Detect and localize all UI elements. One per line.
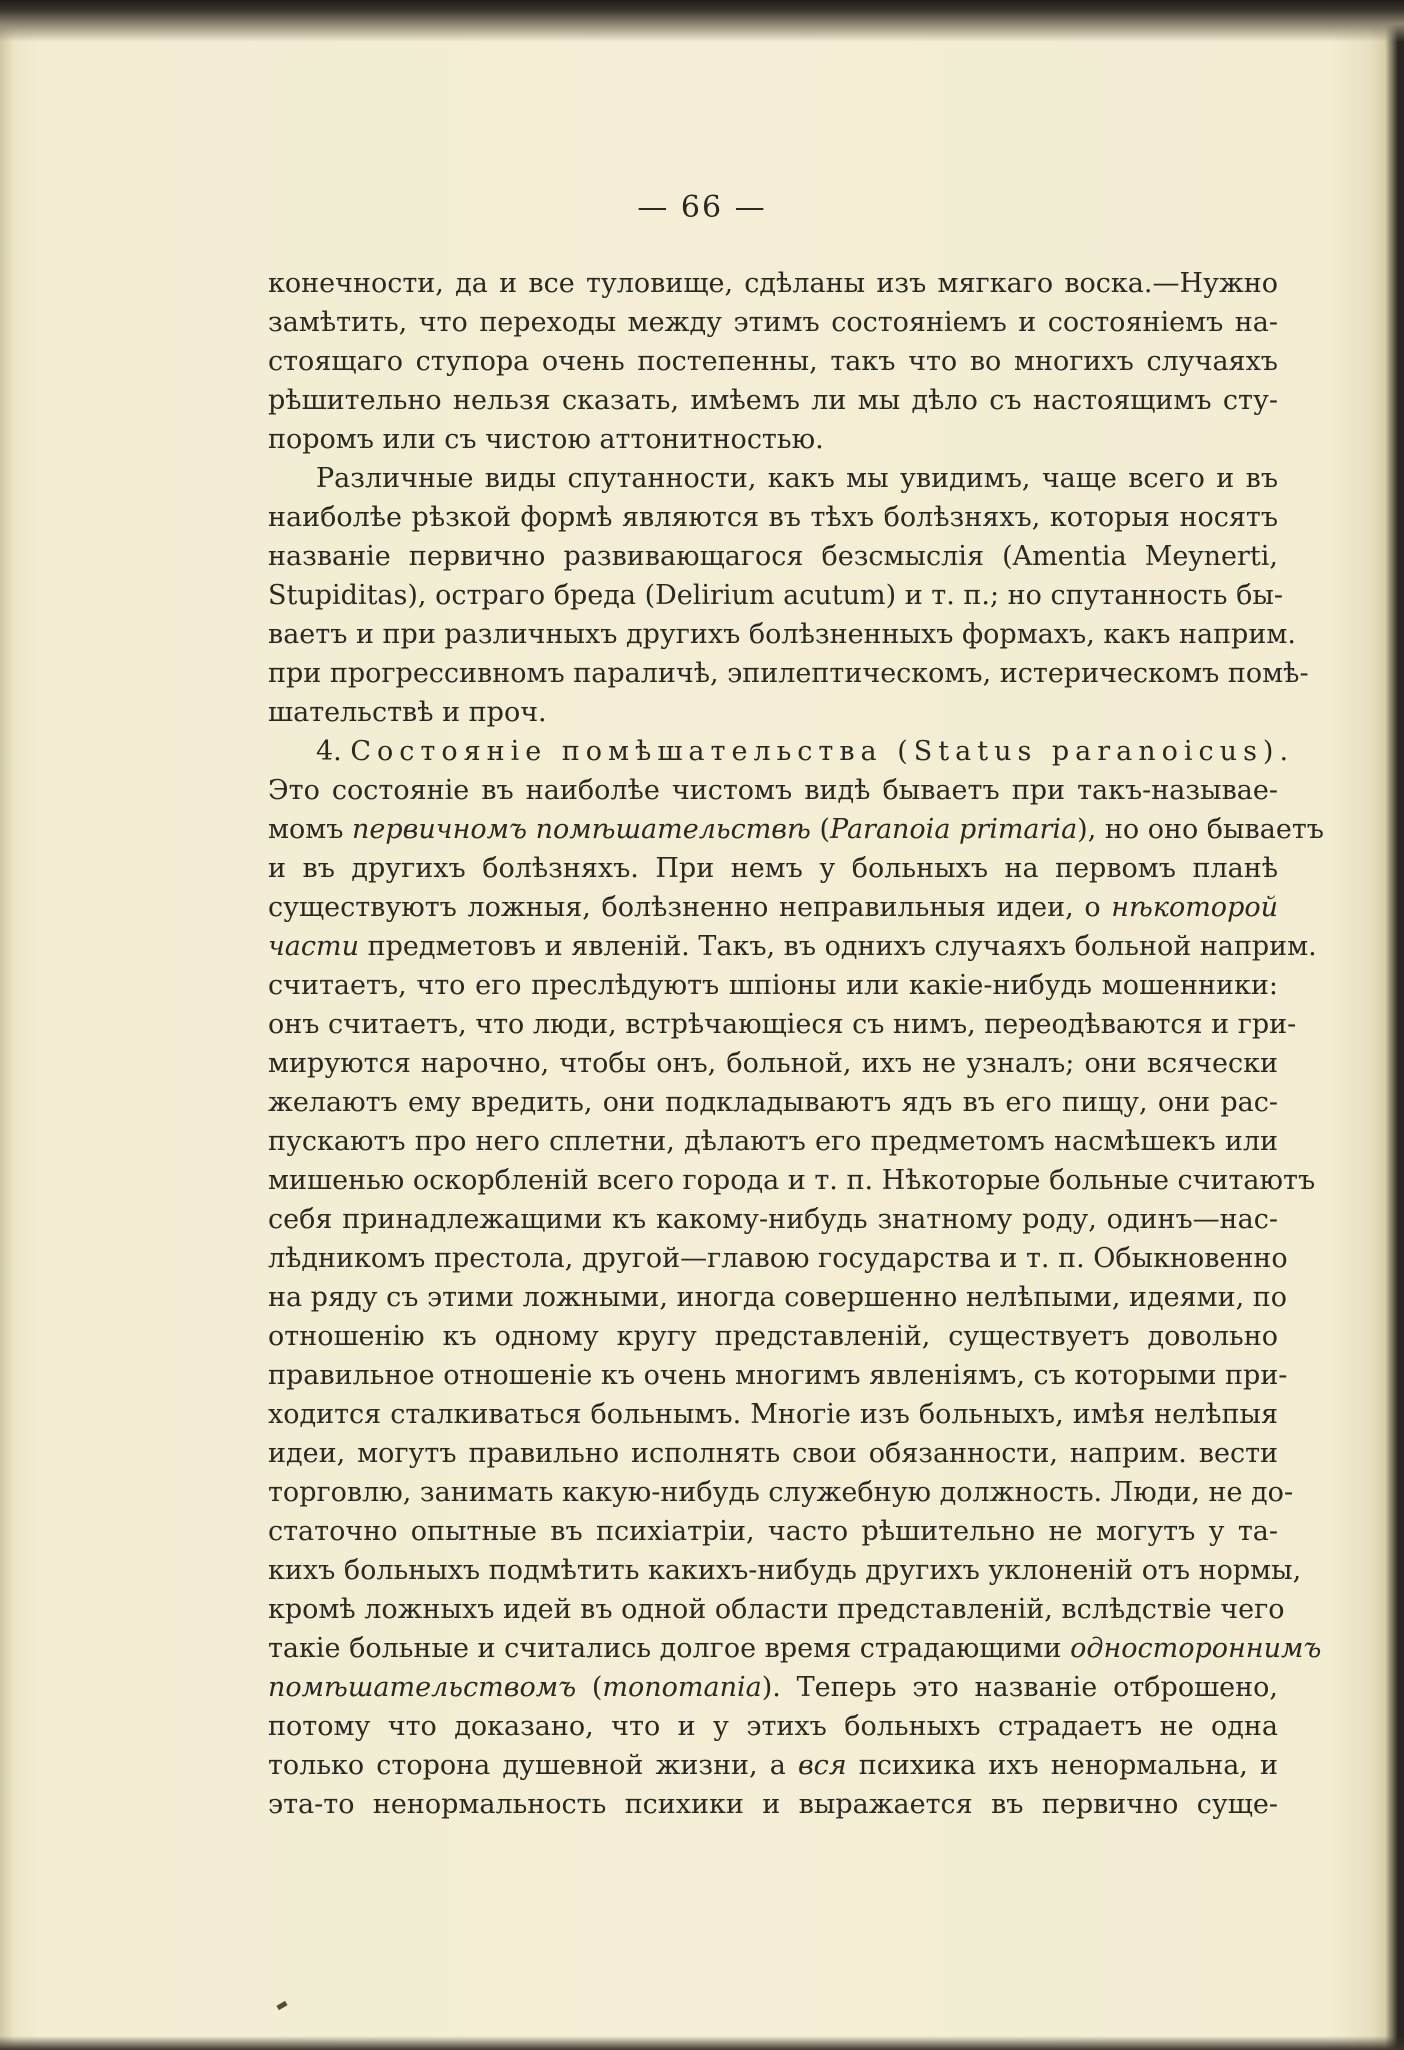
text-line <box>268 1005 1297 1044</box>
italic-term-latin: monomania <box>602 1672 762 1703</box>
spaced-heading: Состояніе помѣшательства <box>350 736 883 767</box>
text-run: момъ <box>268 814 353 845</box>
italic-term: нѣкоторой <box>1111 892 1278 923</box>
text-run: при прогрессивномъ параличѣ, эпилептическомъ, истерическомъ помѣ- <box>268 658 1309 689</box>
text-line <box>268 1356 1288 1395</box>
text-run: ( <box>810 814 830 845</box>
text-run: ваетъ и при различныхъ другихъ болѣзненныхъ формахъ, какъ наприм. <box>268 619 1296 650</box>
text-line <box>268 459 1278 498</box>
text-run: идеи, могутъ правильно исполнять свои обязанности, наприм. вести <box>268 1438 1278 1469</box>
text-run: ( <box>576 1672 603 1703</box>
text-line <box>268 927 1317 966</box>
text-line <box>268 342 1278 381</box>
text-run: конечности, да и все туловище, сдѣланы изъ мягкаго воска.—Нужно <box>268 268 1278 299</box>
text-run: Различные виды спутанности, какъ мы увидимъ, чаще всего и въ <box>316 463 1278 494</box>
italic-term: первичномъ помѣшательствѣ <box>352 814 811 845</box>
text-line <box>268 1746 1278 1785</box>
text-run: онъ считаетъ, что люди, встрѣчающіеся съ нимъ, переодѣваются и гри- <box>268 1009 1297 1040</box>
text-line <box>268 1434 1278 1473</box>
text-run: шательствѣ и проч. <box>268 697 547 728</box>
text-run: Это состояніе въ наиболѣе чистомъ видѣ бываетъ при такъ-называе- <box>268 775 1278 806</box>
text-run: названіе первично развивающагося безсмыслія (Amentia Meynerti, <box>268 541 1278 572</box>
italic-term: одностороннимъ <box>1070 1633 1322 1664</box>
text-run: рѣшительно нельзя сказать, имѣемъ ли мы дѣло съ настоящимъ сту- <box>268 385 1278 416</box>
text-run: лѣдникомъ престола, другой—главою государства и т. п. Обыкновенно <box>268 1243 1288 1274</box>
text-run: желаютъ ему вредить, они подкладываютъ ядъ въ его пищу, они рас- <box>268 1087 1278 1118</box>
text-run: пускаютъ про него сплетни, дѣлаютъ его предметомъ насмѣшекъ или <box>268 1126 1278 1157</box>
italic-term-latin: Paranoia primaria <box>829 814 1078 845</box>
spaced-heading-latin: (Status paranoicus). <box>882 736 1295 767</box>
text-run: себя принадлежащими къ какому-нибудь знатному роду, одинъ—нас- <box>268 1204 1278 1235</box>
text-line <box>268 1161 1316 1200</box>
text-line <box>268 966 1278 1005</box>
text-run: статочно опытные въ психіатріи, часто рѣшительно не могутъ у та- <box>268 1516 1278 1547</box>
text-line <box>268 498 1278 537</box>
text-run: кромѣ ложныхъ идей въ одной области представленій, вслѣдствіе чего <box>268 1594 1285 1625</box>
text-line <box>268 1122 1278 1161</box>
text-run: ходится сталкиваться больнымъ. Многіе изъ больныхъ, имѣя нелѣпыя <box>268 1399 1278 1430</box>
text-run: торговлю, занимать какую-нибудь служебную должность. Люди, не до- <box>268 1477 1294 1508</box>
italic-term: вся <box>797 1750 847 1781</box>
text-line <box>268 576 1283 615</box>
text-run: наиболѣе рѣзкой формѣ являются въ тѣхъ болѣзняхъ, которыя носятъ <box>268 502 1278 533</box>
text-run: замѣтить, что переходы между этимъ состояніемъ и состояніемъ на- <box>268 307 1278 338</box>
text-line <box>268 1317 1278 1356</box>
top-binding-shadow <box>0 0 1404 42</box>
text-run: существуютъ ложныя, болѣзненно неправильныя идеи, о <box>268 892 1112 923</box>
text-line <box>268 303 1278 342</box>
text-line <box>268 1551 1302 1590</box>
text-line <box>268 888 1278 927</box>
page-number: — 66 — <box>637 190 767 225</box>
text-run: Stupiditas), остраго бреда (Delirium acutum) и т. п.; но спутанность бы- <box>268 580 1283 611</box>
text-run: такіе больные и считались долгое время страдающими <box>268 1633 1071 1664</box>
text-line <box>268 537 1278 576</box>
text-run: предметовъ и явленій. Такъ, въ однихъ случаяхъ больной наприм. <box>359 931 1317 962</box>
text-line <box>268 1668 1278 1707</box>
text-run: ). Теперь это названіе отброшено, <box>761 1672 1278 1703</box>
text-line <box>268 1473 1294 1512</box>
text-line <box>268 654 1309 693</box>
text-line <box>268 771 1278 810</box>
text-run: стоящаго ступора очень постепенны, такъ что во многихъ случаяхъ <box>268 346 1278 377</box>
text-run: психика ихъ ненормальна, и <box>846 1750 1278 1781</box>
text-line <box>268 1239 1288 1278</box>
text-line <box>268 1044 1278 1083</box>
text-line <box>268 1785 1278 1824</box>
text-run: 4. <box>316 736 351 767</box>
text-run: и въ другихъ болѣзняхъ. При немъ у больныхъ на первомъ планѣ <box>268 853 1278 884</box>
text-run: мишенью оскорбленій всего города и т. п. Нѣкоторые больные считаютъ <box>268 1165 1316 1196</box>
text-line <box>268 1707 1278 1746</box>
text-run: считаетъ, что его преслѣдуютъ шпіоны или какіе-нибудь мошенники: <box>268 970 1278 1001</box>
body-text <box>268 264 1324 1824</box>
text-line <box>268 264 1278 303</box>
section-heading-line <box>268 732 1295 771</box>
text-run: эта-то ненормальность психики и выражается въ первично суще- <box>268 1789 1278 1820</box>
text-line <box>268 693 1278 732</box>
text-line <box>268 1200 1278 1239</box>
text-line <box>268 381 1278 420</box>
text-line <box>268 1083 1278 1122</box>
text-line <box>268 615 1296 654</box>
text-run: ), но оно бываетъ <box>1077 814 1324 845</box>
text-line <box>268 1278 1288 1317</box>
italic-term: помѣшательствомъ <box>268 1672 577 1703</box>
text-run: только сторона душевной жизни, а <box>268 1750 798 1781</box>
text-run: кихъ больныхъ подмѣтить какихъ-нибудь другихъ уклоненій отъ нормы, <box>268 1555 1302 1586</box>
ink-speck <box>276 2001 287 2010</box>
text-run: потому что доказано, что и у этихъ больныхъ страдаетъ не одна <box>268 1711 1278 1742</box>
text-line <box>268 1512 1278 1551</box>
text-line <box>268 1395 1278 1434</box>
italic-term: части <box>268 931 360 962</box>
text-run: мируются нарочно, чтобы онъ, больной, ихъ не узналъ; они всячески <box>268 1048 1278 1079</box>
text-line <box>268 420 1278 459</box>
text-line <box>268 810 1324 849</box>
text-line <box>268 1629 1322 1668</box>
text-run: отношенію къ одному кругу представленій, существуетъ довольно <box>268 1321 1278 1352</box>
text-run: поромъ или съ чистою аттонитностью. <box>268 424 824 455</box>
bottom-page-edge <box>0 2036 1404 2050</box>
text-line <box>268 849 1278 888</box>
text-run: правильное отношеніе къ очень многимъ явленіямъ, съ которыми при- <box>268 1360 1288 1391</box>
text-run: на ряду съ этими ложными, иногда совершенно нелѣпыми, идеями, по <box>268 1282 1288 1313</box>
text-line <box>268 1590 1285 1629</box>
